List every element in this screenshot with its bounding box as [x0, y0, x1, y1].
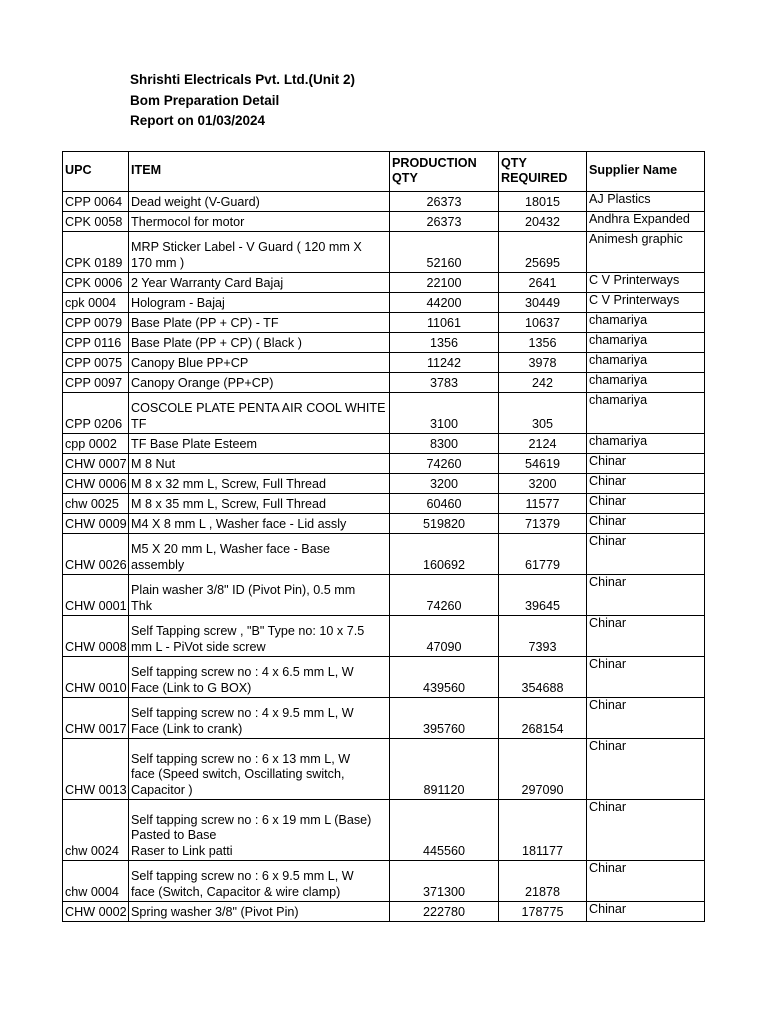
qty-required-cell: 297090 — [499, 739, 587, 800]
table-row — [63, 657, 705, 698]
item-cell: Self tapping screw no : 4 x 6.5 mm L, W Face (Link to G BOX) — [129, 657, 390, 698]
qty-required-cell: 21878 — [499, 861, 587, 902]
upc-cell: CPP 0079 — [63, 313, 129, 333]
production-qty-cell: 11242 — [390, 353, 499, 373]
qty-required-cell: 54619 — [499, 454, 587, 474]
qty-required-cell: 181177 — [499, 800, 587, 861]
qty-required-cell: 7393 — [499, 616, 587, 657]
table-row — [63, 902, 705, 922]
supplier-cell: Andhra Expanded — [587, 212, 705, 232]
qty-required-cell: 10637 — [499, 313, 587, 333]
supplier-cell: Chinar — [587, 454, 705, 474]
upc-cell: CHW 0001 — [63, 575, 129, 616]
supplier-cell: Animesh graphic — [587, 232, 705, 273]
upc-cell: CPP 0097 — [63, 373, 129, 393]
upc-cell: CHW 0013 — [63, 739, 129, 800]
supplier-cell: Chinar — [587, 902, 705, 922]
table-row — [63, 698, 705, 739]
column-header-upc: UPC — [63, 152, 129, 192]
item-cell: Self tapping screw no : 6 x 9.5 mm L, W face (Switch, Capacitor & wire clamp) — [129, 861, 390, 902]
item-cell: Spring washer 3/8" (Pivot Pin) — [129, 902, 390, 922]
report-title: Bom Preparation Detail — [130, 92, 280, 108]
upc-cell: CHW 0007 — [63, 454, 129, 474]
upc-cell: chw 0025 — [63, 494, 129, 514]
column-header-qty-required: QTY REQUIRED — [499, 152, 587, 192]
upc-cell: CPK 0189 — [63, 232, 129, 273]
supplier-cell: Chinar — [587, 739, 705, 800]
supplier-cell: chamariya — [587, 434, 705, 454]
upc-cell: CHW 0008 — [63, 616, 129, 657]
item-cell: M 8 x 35 mm L, Screw, Full Thread — [129, 494, 390, 514]
qty-required-cell: 20432 — [499, 212, 587, 232]
item-cell: Canopy Orange (PP+CP) — [129, 373, 390, 393]
table-row — [63, 353, 705, 373]
table-row — [63, 474, 705, 494]
production-qty-cell: 519820 — [390, 514, 499, 534]
production-qty-cell: 26373 — [390, 192, 499, 212]
qty-required-cell: 2124 — [499, 434, 587, 454]
upc-cell: CPP 0064 — [63, 192, 129, 212]
item-cell: Self tapping screw no : 4 x 9.5 mm L, W Face (Link to crank) — [129, 698, 390, 739]
upc-cell: CPK 0006 — [63, 273, 129, 293]
qty-required-cell: 1356 — [499, 333, 587, 353]
upc-cell: chw 0024 — [63, 800, 129, 861]
column-header-item: ITEM — [129, 152, 390, 192]
item-cell: Base Plate (PP + CP) - TF — [129, 313, 390, 333]
report-header — [130, 70, 355, 132]
production-qty-cell: 22100 — [390, 273, 499, 293]
production-qty-cell: 3200 — [390, 474, 499, 494]
production-qty-cell: 371300 — [390, 861, 499, 902]
supplier-cell: Chinar — [587, 861, 705, 902]
table-row — [63, 861, 705, 902]
item-cell: Thermocol for motor — [129, 212, 390, 232]
supplier-cell: AJ Plastics — [587, 192, 705, 212]
production-qty-cell: 74260 — [390, 454, 499, 474]
item-cell: 2 Year Warranty Card Bajaj — [129, 273, 390, 293]
supplier-cell: Chinar — [587, 575, 705, 616]
supplier-cell: Chinar — [587, 616, 705, 657]
item-cell: Self tapping screw no : 6 x 13 mm L, W face (Speed switch, Oscillating switch, Capacitor ) — [129, 739, 390, 800]
table-row — [63, 293, 705, 313]
production-qty-cell: 3100 — [390, 393, 499, 434]
item-cell: TF Base Plate Esteem — [129, 434, 390, 454]
qty-required-cell: 242 — [499, 373, 587, 393]
item-cell: MRP Sticker Label - V Guard ( 120 mm X 170 mm ) — [129, 232, 390, 273]
qty-required-cell: 305 — [499, 393, 587, 434]
table-row — [63, 739, 705, 800]
item-cell: COSCOLE PLATE PENTA AIR COOL WHITE TF — [129, 393, 390, 434]
supplier-cell: chamariya — [587, 353, 705, 373]
qty-required-cell: 18015 — [499, 192, 587, 212]
qty-required-cell: 61779 — [499, 534, 587, 575]
table-row — [63, 575, 705, 616]
production-qty-cell: 3783 — [390, 373, 499, 393]
item-cell: Plain washer 3/8" ID (Pivot Pin), 0.5 mm Thk — [129, 575, 390, 616]
upc-cell: CPP 0206 — [63, 393, 129, 434]
supplier-cell: Chinar — [587, 534, 705, 575]
item-cell: Base Plate (PP + CP) ( Black ) — [129, 333, 390, 353]
column-header-supplier: Supplier Name — [587, 152, 705, 192]
upc-cell: CHW 0026 — [63, 534, 129, 575]
qty-required-cell: 3978 — [499, 353, 587, 373]
upc-cell: CHW 0010 — [63, 657, 129, 698]
supplier-cell: Chinar — [587, 800, 705, 861]
item-cell: Canopy Blue PP+CP — [129, 353, 390, 373]
upc-cell: CHW 0017 — [63, 698, 129, 739]
upc-cell: CPP 0075 — [63, 353, 129, 373]
upc-cell: CHW 0006 — [63, 474, 129, 494]
item-cell: Self Tapping screw , "B" Type no: 10 x 7.5 mm L - PiVot side screw — [129, 616, 390, 657]
table-row — [63, 434, 705, 454]
qty-required-cell: 25695 — [499, 232, 587, 273]
upc-cell: chw 0004 — [63, 861, 129, 902]
production-qty-cell: 445560 — [390, 800, 499, 861]
table-row — [63, 273, 705, 293]
supplier-cell: chamariya — [587, 393, 705, 434]
production-qty-cell: 44200 — [390, 293, 499, 313]
supplier-cell: Chinar — [587, 514, 705, 534]
upc-cell: CHW 0002 — [63, 902, 129, 922]
table-row — [63, 393, 705, 434]
table-header-row — [63, 152, 705, 192]
production-qty-cell: 52160 — [390, 232, 499, 273]
bom-table — [62, 151, 705, 922]
qty-required-cell: 11577 — [499, 494, 587, 514]
production-qty-cell: 395760 — [390, 698, 499, 739]
item-cell: M 8 Nut — [129, 454, 390, 474]
table-row — [63, 333, 705, 353]
qty-required-cell: 71379 — [499, 514, 587, 534]
upc-cell: cpp 0002 — [63, 434, 129, 454]
upc-cell: CPK 0058 — [63, 212, 129, 232]
item-cell: M4 X 8 mm L , Washer face - Lid assly — [129, 514, 390, 534]
production-qty-cell: 891120 — [390, 739, 499, 800]
qty-required-cell: 268154 — [499, 698, 587, 739]
qty-required-cell: 178775 — [499, 902, 587, 922]
production-qty-cell: 60460 — [390, 494, 499, 514]
table-row — [63, 373, 705, 393]
item-cell: Hologram - Bajaj — [129, 293, 390, 313]
table-row — [63, 212, 705, 232]
table-row — [63, 800, 705, 861]
qty-required-cell: 2641 — [499, 273, 587, 293]
table-row — [63, 534, 705, 575]
table-row — [63, 616, 705, 657]
production-qty-cell: 47090 — [390, 616, 499, 657]
production-qty-cell: 26373 — [390, 212, 499, 232]
supplier-cell: C V Printerways — [587, 273, 705, 293]
table-row — [63, 514, 705, 534]
supplier-cell: Chinar — [587, 494, 705, 514]
table-row — [63, 232, 705, 273]
upc-cell: CPP 0116 — [63, 333, 129, 353]
supplier-cell: chamariya — [587, 373, 705, 393]
upc-cell: CHW 0009 — [63, 514, 129, 534]
company-name: Shrishti Electricals Pvt. Ltd.(Unit 2) — [130, 72, 356, 87]
production-qty-cell: 11061 — [390, 313, 499, 333]
supplier-cell: chamariya — [587, 333, 705, 353]
production-qty-cell: 1356 — [390, 333, 499, 353]
production-qty-cell: 439560 — [390, 657, 499, 698]
table-row — [63, 494, 705, 514]
production-qty-cell: 74260 — [390, 575, 499, 616]
supplier-cell: Chinar — [587, 474, 705, 494]
qty-required-cell: 39645 — [499, 575, 587, 616]
supplier-cell: Chinar — [587, 698, 705, 739]
supplier-cell: C V Printerways — [587, 293, 705, 313]
production-qty-cell: 8300 — [390, 434, 499, 454]
upc-cell: cpk 0004 — [63, 293, 129, 313]
item-cell: Self tapping screw no : 6 x 19 mm L (Base) Pasted to Base Raser to Link patti — [129, 800, 390, 861]
table-row — [63, 192, 705, 212]
item-cell: M 8 x 32 mm L, Screw, Full Thread — [129, 474, 390, 494]
item-cell: M5 X 20 mm L, Washer face - Base assembly — [129, 534, 390, 575]
qty-required-cell: 30449 — [499, 293, 587, 313]
supplier-cell: chamariya — [587, 313, 705, 333]
qty-required-cell: 354688 — [499, 657, 587, 698]
table-row — [63, 313, 705, 333]
table-body — [63, 192, 705, 922]
report-date: Report on 01/03/2024 — [130, 113, 266, 128]
production-qty-cell: 160692 — [390, 534, 499, 575]
qty-required-cell: 3200 — [499, 474, 587, 494]
table-row — [63, 454, 705, 474]
item-cell: Dead weight (V-Guard) — [129, 192, 390, 212]
column-header-production-qty: PRODUCTION QTY — [390, 152, 499, 192]
production-qty-cell: 222780 — [390, 902, 499, 922]
supplier-cell: Chinar — [587, 657, 705, 698]
